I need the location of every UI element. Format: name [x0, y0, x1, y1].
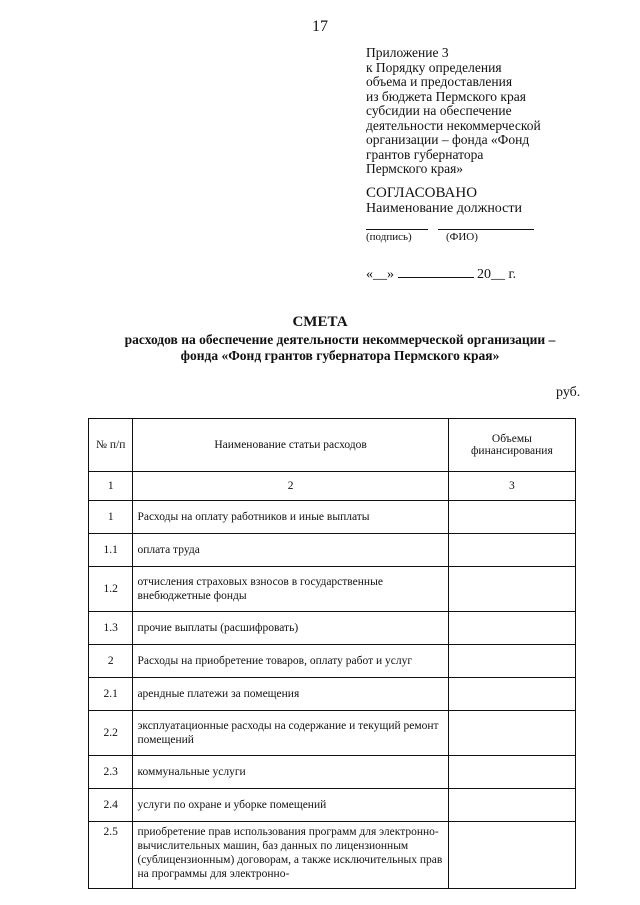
table-row	[89, 645, 576, 678]
date-year: 20__ г.	[477, 267, 517, 282]
header-amount: Объемы финансирования	[448, 419, 575, 472]
appendix-line: Пермского края»	[366, 161, 464, 176]
appendix-line: из бюджета Пермского края	[366, 88, 526, 104]
table-row	[89, 678, 576, 711]
row-num: 2.3	[89, 756, 133, 789]
row-name: Расходы на оплату работников и иные выплаты	[133, 501, 448, 534]
table-row	[89, 711, 576, 756]
table-row	[89, 534, 576, 567]
signature-field	[366, 229, 428, 245]
header-num: № п/п	[89, 419, 133, 472]
row-num: 2.4	[89, 789, 133, 822]
row-name: услуги по охране и уборке помещений	[133, 789, 448, 822]
row-name: Расходы на приобретение товаров, оплату работ и услуг	[133, 645, 448, 678]
row-num: 1	[89, 501, 133, 534]
row-num: 1.1	[89, 534, 133, 567]
table-row	[89, 789, 576, 822]
row-num: 2.2	[89, 711, 133, 756]
table-row	[89, 501, 576, 534]
appendix-line: Приложение 3	[366, 45, 449, 60]
document-subtitle	[60, 332, 620, 364]
row-amount	[448, 534, 575, 567]
date-month-blank	[398, 265, 474, 278]
row-amount	[448, 711, 575, 756]
page-number: 17	[312, 18, 328, 35]
index-cell: 1	[89, 472, 133, 501]
date-day: «__»	[366, 267, 394, 282]
appendix-line: объема и предоставления	[366, 74, 513, 89]
approval-title: СОГЛАСОВАНО	[366, 185, 478, 201]
row-name: эксплуатационные расходы на содержание и текущий ремонт помещений	[133, 711, 448, 756]
row-name: арендные платежи за помещения	[133, 678, 448, 711]
name-field	[438, 229, 534, 245]
table-header-row	[89, 419, 576, 472]
row-name: прочие выплаты (расшифровать)	[133, 612, 448, 645]
row-amount	[448, 567, 575, 612]
appendix-line: деятельности некоммерческой	[366, 117, 541, 133]
subtitle-line: фонда «Фонд грантов губернатора Пермского края»	[180, 348, 500, 363]
table-index-row	[89, 472, 576, 501]
row-name: коммунальные услуги	[133, 756, 448, 789]
index-cell: 2	[133, 472, 448, 501]
row-num: 2.5	[89, 822, 133, 889]
table-row	[89, 612, 576, 645]
approval-block	[366, 186, 522, 216]
subtitle-line: расходов на обеспечение деятельности некоммерческой организации –	[124, 332, 556, 347]
document-title: СМЕТА	[292, 314, 348, 330]
row-num: 2.1	[89, 678, 133, 711]
row-amount	[448, 612, 575, 645]
table-row	[89, 822, 576, 889]
row-amount	[448, 822, 575, 889]
budget-table	[88, 418, 576, 889]
row-name: отчисления страховых взносов в государственные внебюджетные фонды	[133, 567, 448, 612]
index-cell: 3	[448, 472, 575, 501]
approval-date	[366, 265, 516, 283]
row-amount	[448, 645, 575, 678]
name-label: (ФИО)	[446, 231, 478, 243]
row-amount	[448, 789, 575, 822]
row-name: приобретение прав использования программ для электронно-вычислительных машин, баз данных по лицензионным (сублицензионным) договорам, а также исключительных прав на программы для электронно-	[133, 822, 448, 889]
row-num: 1.3	[89, 612, 133, 645]
row-amount	[448, 501, 575, 534]
approval-position: Наименование должности	[366, 201, 522, 216]
appendix-line: субсидии на обеспечение	[366, 103, 512, 118]
row-name: оплата труда	[133, 534, 448, 567]
row-amount	[448, 678, 575, 711]
table-row	[89, 756, 576, 789]
appendix-line: организации – фонда «Фонд	[366, 132, 530, 147]
row-amount	[448, 756, 575, 789]
appendix-note	[366, 46, 606, 177]
row-num: 1.2	[89, 567, 133, 612]
currency-unit: руб.	[556, 385, 581, 400]
appendix-line: к Порядку определения	[366, 59, 502, 75]
header-name: Наименование статьи расходов	[133, 419, 448, 472]
signature-label: (подпись)	[366, 231, 412, 243]
table-row	[89, 567, 576, 612]
appendix-line: грантов губернатора	[366, 146, 484, 162]
row-num: 2	[89, 645, 133, 678]
